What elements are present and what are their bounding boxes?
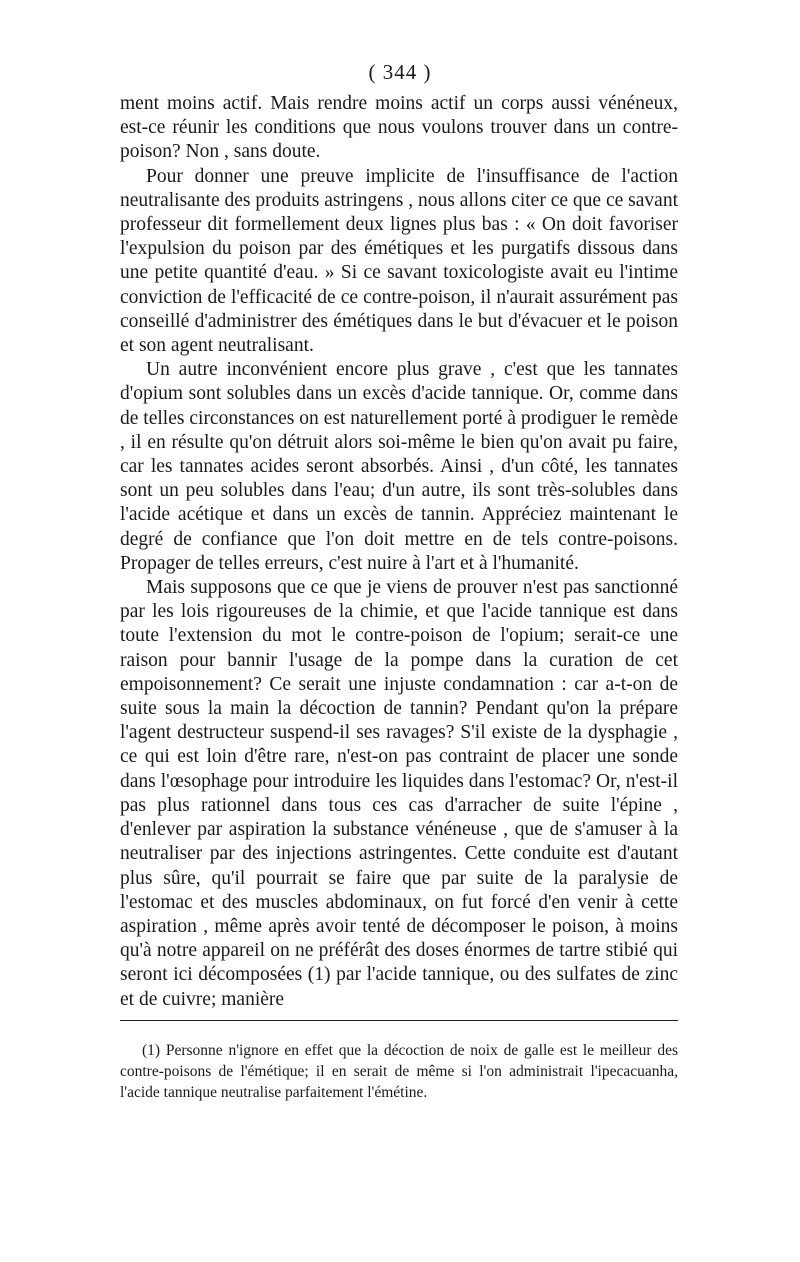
page-number: ( 344 ) bbox=[368, 60, 432, 84]
paragraph: Pour donner une preuve implicite de l'insuffisance de l'action neutralisante des produits astringens , nous allons citer ce que ce savant professeur dit formellement deux lignes plus bas : « On doit favoriser l'expulsion du poison par des émétiques et les purgatifs dissous dans une petite quantité d'eau. » Si ce savant toxicologiste avait eu l'intime conviction de l'efficacité de ce contre-poison, il n'aurait assurément pas conseillé d'administrer des émétiques dans le but d'évacuer et le poison et son agent neutralisant. bbox=[120, 165, 678, 357]
paragraph: Mais supposons que ce que je viens de prouver n'est pas sanctionné par les lois rigoureuses de la chimie, et que l'acide tannique est dans toute l'extension du mot le contre-poison de l'opium; serait-ce une raison pour bannir l'usage de la pompe dans la curation de cet empoisonnement? Ce serait une injuste condamnation : car a-t-on de suite sous la main la décoction de tannin? Pendant qu'on la prépare l'agent destructeur suspend-il ses ravages? S'il existe de la dysphagie , ce qui est loin d'être rare, n'est-on pas contraint de placer une sonde dans l'œsophage pour introduire les liquides dans l'estomac? Or, n'est-il pas plus rationnel dans tous ces cas d'arracher de suite l'épine , d'enlever par aspiration la substance vénéneuse , que de s'amuser à la neutraliser par des injections astringentes. Cette conduite est d'autant plus sûre, qu'il pourrait se faire que par suite de la paralysie de l'estomac et des muscles abdominaux, on fut forcé d'en venir à cette aspiration , même après avoir tenté de décomposer le poison, à moins qu'à notre appareil on ne préférât des doses énormes de tartre stibié qui seront ici décomposées (1) par l'acide tannique, ou des sulfates de zinc et de cuivre; manière bbox=[120, 577, 678, 1010]
paragraph: Un autre inconvénient encore plus grave , c'est que les tannates d'opium sont solubles dans un excès d'acide tannique. Or, comme dans de telles circonstances on est naturellement porté à prodiguer le remède , il en résulte qu'on détruit alors soi-même le bien qu'on avait pu faire, car les tannates acides seront absorbés. Ainsi , d'un côté, les tannates sont un peu solubles dans l'eau; d'un autre, ils sont très-solubles dans l'acide acétique et dans un excès de tannin. Appréciez maintenant le degré de confiance que l'on doit mettre en de tels contre-poisons. Propager de telles erreurs, c'est nuire à l'art et à l'humanité. bbox=[120, 359, 678, 574]
body-text bbox=[120, 92, 678, 1012]
footnote: (1) Personne n'ignore en effet que la décoction de noix de galle est le meilleur des contre-poisons de l'émétique; il en serait de même si l'on administrait l'ipecacuanha, l'acide tannique neutralise parfaitement l'émétine. bbox=[120, 1042, 678, 1101]
paragraph-continuation: ment moins actif. Mais rendre moins actif un corps aussi vénéneux, est-ce réunir les conditions que nous voulons trouver dans un contre-poison? Non , sans doute. bbox=[120, 93, 678, 163]
footnotes bbox=[120, 1040, 678, 1103]
footnote-divider bbox=[120, 1020, 678, 1021]
